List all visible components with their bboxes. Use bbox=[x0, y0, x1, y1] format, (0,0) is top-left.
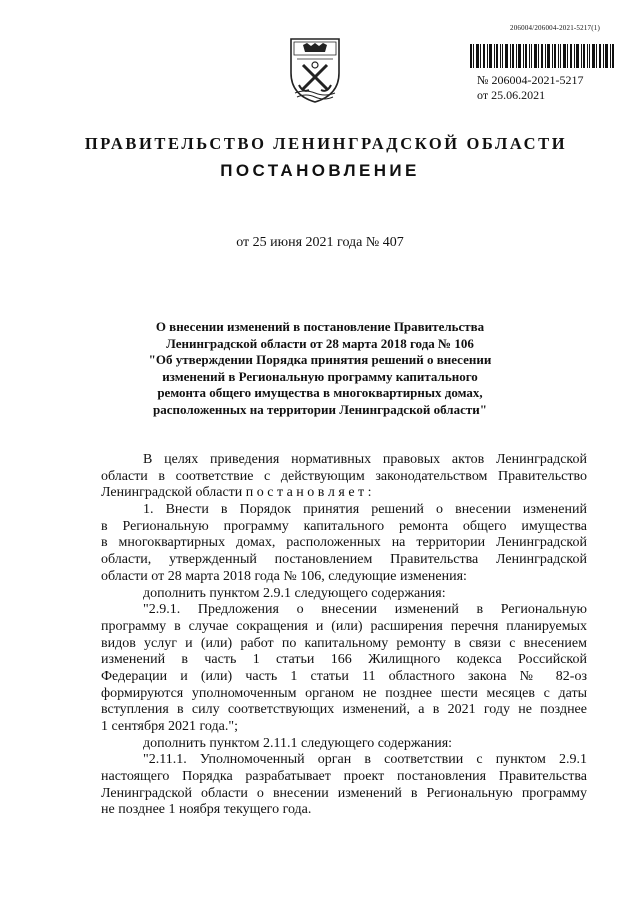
body-line: области в соответствие с действующим законодательством Правительство bbox=[101, 468, 587, 484]
document-body bbox=[101, 452, 587, 819]
body-line: области от 28 марта 2018 года № 106, следующие изменения: bbox=[101, 568, 467, 584]
body-line: "2.11.1. Уполномоченный орган в соответствии с пунктом 2.9.1 bbox=[143, 752, 587, 768]
body-line: области, утвержденный постановлением Правительства Ленинградской bbox=[101, 552, 587, 568]
document-date: от 25 июня 2021 года № 407 bbox=[236, 235, 404, 250]
body-line: вступления в силу соответствующих изменений, а в 2021 году не позднее bbox=[101, 702, 587, 718]
body-line: в Региональную программу капитального ремонта общего имущества bbox=[101, 518, 587, 534]
body-line: формируются уполномоченным органом не позднее шести месяцев с даты bbox=[101, 685, 587, 701]
title-line: ремонта общего имущества в многоквартирных домах, bbox=[157, 385, 483, 401]
body-line: не позднее 1 ноября текущего года. bbox=[101, 802, 312, 818]
title-line: О внесении изменений в постановление Правительства bbox=[155, 319, 485, 334]
registration-date: от 25.06.2021 bbox=[477, 88, 546, 102]
body-line: изменений в часть 1 статьи 166 Жилищного кодекса Российской bbox=[101, 652, 587, 668]
title-line: расположенных на территории Ленинградской области" bbox=[153, 401, 487, 417]
body-line: "2.9.1. Предложения о внесении изменений в Региональную bbox=[143, 602, 587, 618]
body-line: в многоквартирных домах, расположенных на территории Ленинградской bbox=[101, 535, 587, 551]
document-title bbox=[100, 319, 540, 419]
body-line: Федерации и (или) часть 1 статьи 11 областного закона № 82-оз bbox=[101, 668, 587, 684]
document-type: ПОСТАНОВЛЕНИЕ bbox=[220, 161, 420, 180]
body-line: Ленинградской области о внесении изменений в Региональную программу bbox=[101, 785, 587, 801]
body-line: дополнить пунктом 2.9.1 следующего содержания: bbox=[143, 585, 446, 601]
body-line: программу в случае сокращения и (или) расширения перечня планируемых bbox=[101, 618, 587, 634]
title-line: изменений в Региональную программу капитального bbox=[162, 368, 478, 384]
issuing-authority: ПРАВИТЕЛЬСТВО ЛЕНИНГРАДСКОЙ ОБЛАСТИ bbox=[84, 134, 568, 153]
title-line: "Об утверждении Порядка принятия решений о внесении bbox=[148, 352, 492, 368]
barcode-icon bbox=[470, 44, 614, 68]
title-line: Ленинградской области от 28 марта 2018 года № 106 bbox=[166, 335, 474, 351]
registration-number: № 206004-2021-5217 bbox=[477, 73, 584, 87]
body-line: видов услуг и (или) работ по капитальному ремонту в связи с внесением bbox=[101, 635, 587, 651]
body-line: Ленинградской области п о с т а н о в л я е т : bbox=[101, 485, 372, 501]
body-line: настоящего Порядка разрабатывает проект постановления Правительства bbox=[101, 769, 587, 785]
registration-code: 206004/206004-2021-5217(1) bbox=[510, 24, 600, 32]
body-line: 1. Внести в Порядок принятия решений о внесении изменений bbox=[143, 502, 587, 518]
body-line: дополнить пунктом 2.11.1 следующего содержания: bbox=[143, 735, 453, 751]
body-line: В целях приведения нормативных правовых актов Ленинградской bbox=[143, 452, 587, 467]
leningrad-oblast-coat-of-arms-icon bbox=[285, 35, 345, 105]
body-line: 1 сентября 2021 года."; bbox=[101, 719, 238, 734]
